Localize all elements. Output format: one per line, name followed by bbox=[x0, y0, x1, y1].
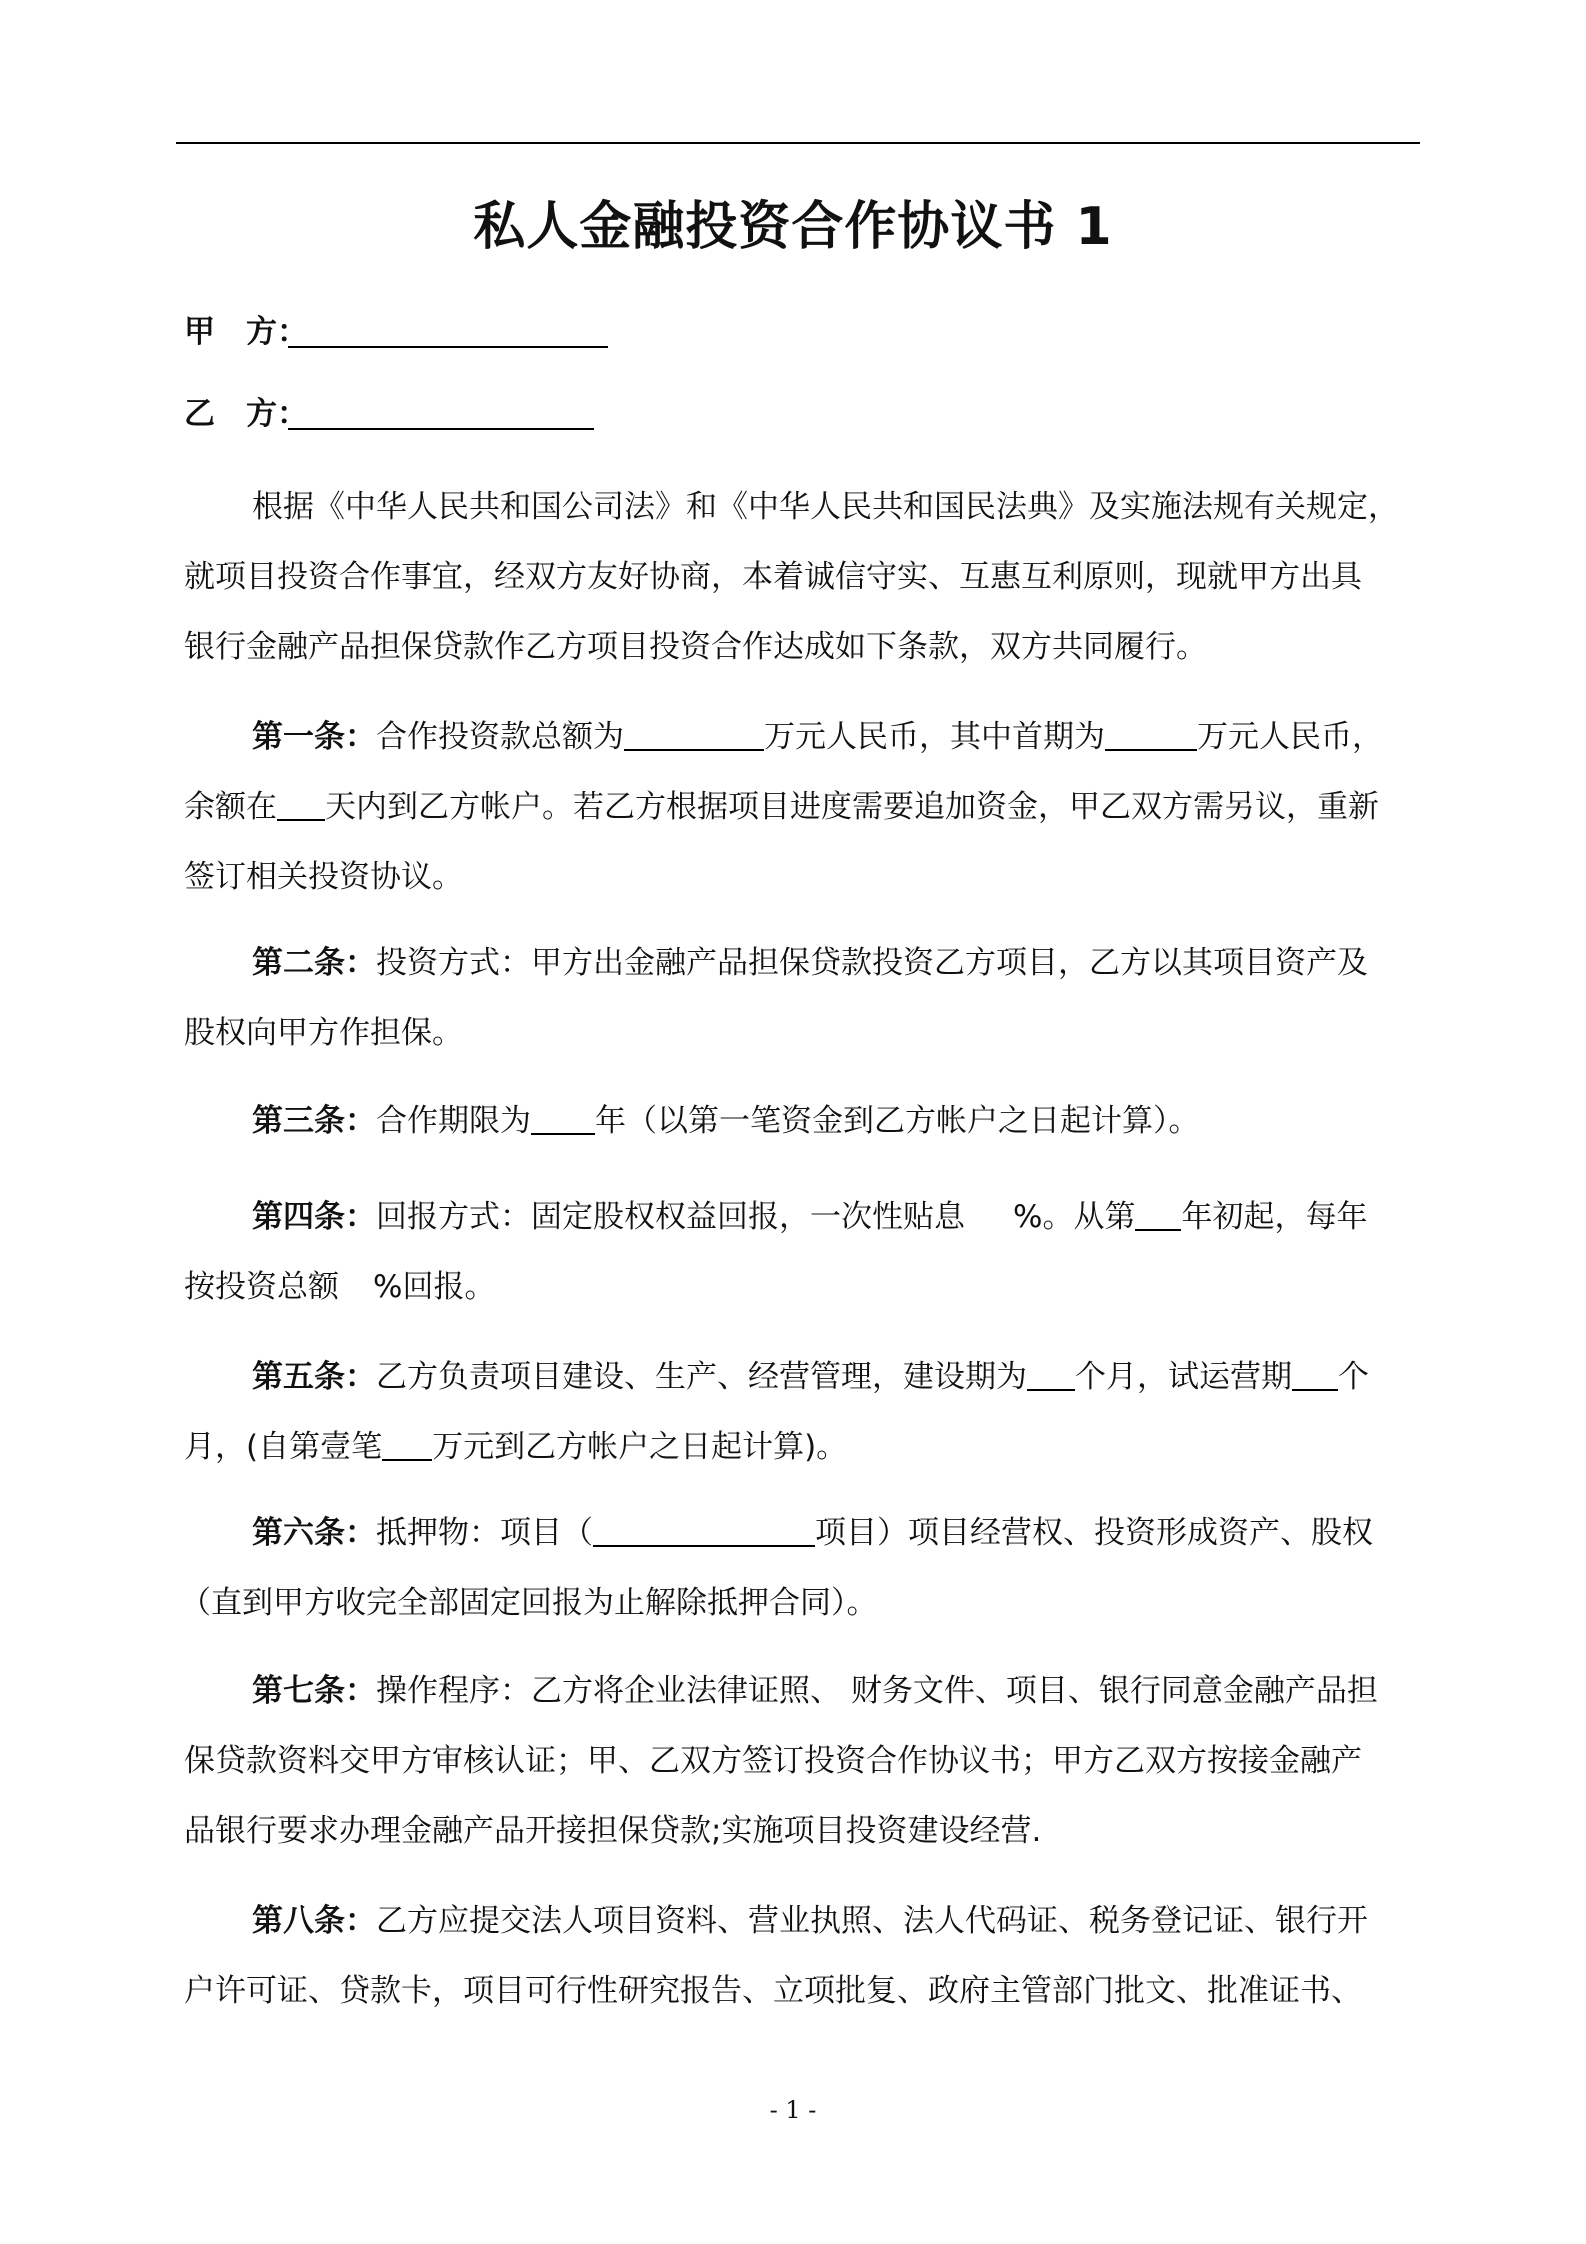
article-1-text-e: 天内到乙方帐户。若乙方根据项目进度需要追加资金，甲乙双方需另议，重新 bbox=[325, 789, 1379, 825]
article-7-heading: 第七条： bbox=[252, 1673, 376, 1709]
article-8 bbox=[184, 1886, 1420, 2026]
header-rule bbox=[176, 142, 1420, 144]
article-1 bbox=[184, 702, 1420, 912]
party-a-label: 甲 方： bbox=[184, 314, 308, 350]
blank-first-amount bbox=[382, 1429, 432, 1461]
article-6-text-a: 抵押物：项目（ bbox=[376, 1515, 593, 1551]
article-5-heading: 第五条： bbox=[252, 1359, 376, 1395]
blank-first-payment bbox=[1105, 719, 1197, 751]
article-1-text-c: 万元人民币， bbox=[1197, 719, 1383, 755]
article-5 bbox=[184, 1342, 1420, 1482]
article-2-line-2: 股权向甲方作担保。 bbox=[184, 1015, 463, 1051]
article-7-line-2: 保贷款资料交甲方审核认证；甲、乙双方签订投资合作协议书；甲方乙双方按接金融产 bbox=[184, 1743, 1362, 1779]
article-4-text-a: 回报方式：固定股权权益回报，一次性贴息 bbox=[376, 1199, 965, 1235]
preamble-line-2: 就项目投资合作事宜，经双方友好协商，本着诚信守实、互惠互利原则，现就甲方出具 bbox=[184, 559, 1362, 595]
document-title: 私人金融投资合作协议书 1 bbox=[473, 197, 1113, 257]
article-7-line-3: 品银行要求办理金融产品开接担保贷款;实施项目投资建设经营. bbox=[184, 1813, 1042, 1849]
article-8-heading: 第八条： bbox=[252, 1903, 376, 1939]
article-6-heading: 第六条： bbox=[252, 1515, 376, 1551]
article-3 bbox=[184, 1086, 1420, 1156]
article-5-text-e: 万元到乙方帐户之日起计算)。 bbox=[432, 1429, 848, 1465]
blank-total-amount bbox=[624, 719, 764, 751]
article-4-text-c: 年初起，每年 bbox=[1181, 1199, 1368, 1235]
article-4-text-d: 按投资总额 bbox=[184, 1269, 339, 1305]
article-1-text-a: 合作投资款总额为 bbox=[376, 719, 624, 755]
blank-construction-months bbox=[1027, 1359, 1075, 1391]
blank-start-year bbox=[1135, 1199, 1181, 1231]
blank-trial-months bbox=[1292, 1359, 1338, 1391]
article-4-line-2 bbox=[116, 1252, 495, 1322]
article-3-heading: 第三条： bbox=[252, 1103, 376, 1139]
article-5-line-2 bbox=[116, 1412, 847, 1482]
article-7-line-1: 操作程序：乙方将企业法律证照、 财务文件、项目、银行同意金融产品担 bbox=[376, 1673, 1378, 1709]
party-a-line bbox=[184, 310, 608, 354]
article-3-text-b: 年（以第一笔资金到乙方帐户之日起计算）。 bbox=[595, 1103, 1200, 1139]
article-4-text-e: %回报。 bbox=[373, 1269, 496, 1305]
blank-years bbox=[531, 1103, 595, 1135]
article-1-line-2 bbox=[116, 772, 1379, 842]
preamble-line-3: 银行金融产品担保贷款作乙方项目投资合作达成如下条款，双方共同履行。 bbox=[184, 629, 1207, 665]
article-6-text-b: 项目）项目经营权、投资形成资产、股权 bbox=[815, 1515, 1373, 1551]
party-b-label: 乙 方： bbox=[184, 396, 308, 432]
blank-project-name bbox=[593, 1515, 815, 1547]
party-a-blank bbox=[288, 312, 608, 348]
article-1-heading: 第一条： bbox=[252, 719, 376, 755]
article-5-text-b: 个月，试运营期 bbox=[1075, 1359, 1292, 1395]
article-4-heading: 第四条： bbox=[252, 1199, 376, 1235]
party-b-line bbox=[184, 392, 594, 436]
article-5-text-a: 乙方负责项目建设、生产、经营管理，建设期为 bbox=[376, 1359, 1027, 1395]
article-6 bbox=[180, 1498, 1420, 1638]
article-4 bbox=[184, 1182, 1420, 1322]
preamble-paragraph bbox=[184, 472, 1420, 682]
article-1-text-d: 余额在 bbox=[184, 789, 277, 825]
article-8-line-2: 户许可证、贷款卡，项目可行性研究报告、立项批复、政府主管部门批文、批准证书、 bbox=[184, 1973, 1362, 2009]
article-8-line-1: 乙方应提交法人项目资料、营业执照、法人代码证、税务登记证、银行开 bbox=[376, 1903, 1368, 1939]
article-2-line-1: 投资方式：甲方出金融产品担保贷款投资乙方项目，乙方以其项目资产及 bbox=[376, 945, 1368, 981]
article-4-text-b: %。从第 bbox=[1013, 1199, 1136, 1235]
party-b-blank bbox=[288, 394, 594, 430]
article-7 bbox=[184, 1656, 1420, 1866]
article-2 bbox=[184, 928, 1420, 1068]
article-6-text-c: （直到甲方收完全部固定回报为止解除抵押合同）。 bbox=[180, 1585, 878, 1621]
article-5-text-c: 个 bbox=[1338, 1359, 1369, 1395]
article-2-heading: 第二条： bbox=[252, 945, 376, 981]
article-3-text-a: 合作期限为 bbox=[376, 1103, 531, 1139]
blank-days bbox=[277, 789, 325, 821]
preamble-line-1: 根据《中华人民共和国公司法》和《中华人民共和国民法典》及实施法规有关规定， bbox=[252, 489, 1399, 525]
article-1-text-f: 签订相关投资协议。 bbox=[184, 859, 463, 895]
page-number: - 1 - bbox=[769, 2096, 817, 2124]
article-5-text-d: 月，(自第壹笔 bbox=[184, 1429, 383, 1465]
article-1-text-b: 万元人民币，其中首期为 bbox=[764, 719, 1105, 755]
